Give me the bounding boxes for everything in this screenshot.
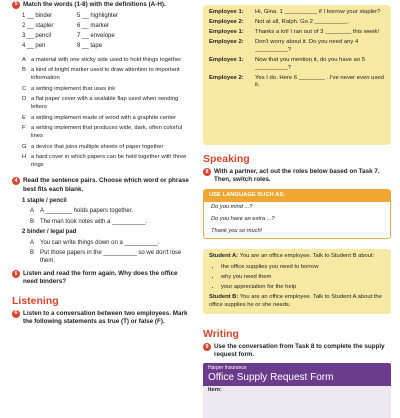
definition-text: a material with one sticky side used to hold things together — [31, 56, 182, 63]
definition-item — [22, 154, 190, 169]
word-text: binder — [35, 13, 53, 20]
definition-text: a device that joins multiple sheets of paper together — [31, 143, 164, 150]
sentence-pair-words: 2 binder / legal pad — [22, 229, 77, 236]
definition-item — [22, 96, 190, 111]
student-a-card: Student A: You are an office employee. Talk to Student B about: • the office supplies you need to borrow • why you need them • your appreciation for the help — [203, 249, 391, 299]
sentence-pair-words: 1 staple / pencil — [22, 197, 67, 204]
answer-blank[interactable]: __ — [80, 13, 91, 20]
word-text: pencil — [35, 33, 52, 40]
speaker-label: Employee 1: — [209, 56, 244, 63]
dialogue-text: Hi, Gina. 1 __________ if I borrow your stapler? — [255, 9, 381, 15]
definition-item — [22, 67, 190, 82]
definition-letter: H — [22, 154, 27, 161]
task-4-instruction: 4 Read the sentence pairs. Choose which word or phrase best fits each blank. — [12, 177, 190, 193]
word-number: 4 — [22, 43, 26, 50]
option-text: A ________ holds papers together. — [40, 208, 134, 215]
word-number: 2 — [22, 23, 26, 30]
language-phrase: Do you have an extra ...? — [211, 216, 275, 223]
definition-text: a flat paper cover with a sealable flap used when sending letters — [31, 96, 179, 110]
definition-letter: F — [22, 125, 26, 132]
word-item — [77, 43, 132, 51]
listening-heading: Listening — [12, 294, 59, 307]
dialogue-text: Now that you mention it, do you have an 5 __________? — [255, 56, 366, 71]
answer-blank[interactable]: __ — [25, 13, 36, 20]
student-a-bullet: • your appreciation for the help — [221, 284, 385, 292]
word-number: 7 — [77, 33, 81, 40]
definition-item — [22, 125, 190, 140]
word-number: 6 — [77, 23, 81, 30]
definition-text: a kind of bright marker used to draw attention to important information — [31, 67, 180, 81]
speaker-label: Employee 2: — [209, 19, 244, 26]
option-letter: B — [30, 218, 35, 225]
word-number: 3 — [22, 33, 26, 40]
speaker-label: Employee 1: — [209, 9, 244, 15]
word-text: tape — [90, 43, 103, 50]
dialogue-line — [209, 75, 385, 90]
answer-blank[interactable]: __ — [25, 33, 36, 40]
word-item — [77, 13, 132, 21]
student-a-bullet: • the office supplies you need to borrow — [221, 264, 385, 272]
form-item-field[interactable]: Item: — [203, 386, 391, 418]
definition-text: a writing implement that uses ink — [31, 85, 116, 92]
word-item — [22, 13, 77, 21]
task-9-instruction: 9 Use the conversation from Task 8 to complete the supply request form. — [203, 343, 391, 359]
definition-letter: D — [22, 96, 27, 103]
writing-heading: Writing — [203, 328, 239, 340]
definition-text: a writing implement made of wood with a graphite center — [31, 114, 176, 121]
sentence-option — [30, 240, 190, 248]
word-item — [22, 43, 77, 51]
dialogue-line — [209, 29, 385, 37]
word-item — [77, 23, 132, 31]
definition-letter: C — [22, 85, 27, 92]
word-text: highlighter — [90, 13, 119, 20]
supply-request-form-header — [203, 363, 391, 386]
dialogue-text: Thanks a lot! I ran out of 3 ________ this week! — [255, 29, 380, 36]
answer-blank[interactable]: __ — [25, 23, 36, 30]
sentence-pairs — [22, 198, 190, 266]
sentence-option — [30, 250, 190, 265]
option-letter: B — [30, 250, 35, 257]
dialogue-line — [209, 19, 385, 27]
task-number-badge: 5 — [12, 1, 20, 9]
definition-item — [22, 115, 190, 123]
language-box-header: USE LANGUAGE SUCH AS: — [204, 190, 390, 201]
student-a-bullet: • why you need them — [221, 274, 385, 282]
definition-letter: E — [22, 114, 26, 121]
option-letter: A — [30, 208, 35, 215]
word-number: 8 — [77, 43, 81, 50]
word-item — [22, 23, 77, 31]
definition-text: a hard cover in which papers can be held together with three rings — [31, 154, 187, 168]
sentence-option — [30, 219, 190, 227]
definition-item — [22, 86, 190, 94]
student-a-bullets — [209, 264, 385, 292]
speaker-label: Employee 2: — [209, 74, 244, 81]
option-text: Put those papers in the __________ so we don't lose them. — [40, 250, 182, 264]
word-text: marker — [90, 23, 110, 30]
word-text: stapler — [35, 23, 54, 30]
word-text: envelope — [90, 33, 115, 40]
task-5-listen-instruction: 5 Listen and read the form again. Why does the office need binders? — [12, 270, 190, 286]
dialogue-text: Don't worry about it. Do you need any 4 __________? — [255, 39, 359, 53]
student-b-card: Student B: You are an office employee. Talk to Student A about the office supplies he or she needs. — [203, 290, 391, 314]
answer-blank[interactable]: __ — [25, 43, 36, 50]
definition-item — [22, 144, 190, 152]
language-phrase: Do you mind ...? — [211, 204, 253, 211]
definition-letter: G — [22, 143, 27, 150]
sentence-option — [30, 208, 190, 216]
language-phrase: Thank you so much! — [211, 228, 263, 235]
left-column — [12, 0, 190, 400]
speaker-label: Employee 2: — [209, 39, 244, 46]
definition-item — [22, 57, 190, 65]
word-text: pen — [35, 43, 46, 50]
language-box — [203, 189, 391, 239]
task-6-instruction: 6 Listen to a conversation between two employees. Mark the following statements as true (T) or false (F). — [12, 310, 190, 326]
word-number: 5 — [77, 13, 81, 20]
definition-text: a writing implement that produces wide, dark, often colorful lines — [31, 125, 183, 139]
definition-letter: B — [22, 67, 26, 74]
option-text: The man took notes with a __________. — [40, 218, 148, 225]
definition-letter: A — [22, 56, 26, 63]
answer-blank[interactable]: __ — [80, 33, 91, 40]
task-number-badge[interactable]: 6 — [12, 310, 20, 318]
option-text: You can write things down on a __________. — [40, 239, 160, 246]
task-5-instruction: 5 Match the words (1-8) with the definitions (A-H). — [12, 1, 190, 9]
answer-blank[interactable]: __ — [80, 43, 91, 50]
speaking-heading: Speaking — [203, 153, 250, 165]
task-number-badge: 8 — [203, 168, 211, 176]
dialogue-line — [209, 57, 385, 72]
task-number-badge: 4 — [12, 177, 20, 185]
dialogue-line — [209, 9, 385, 17]
dialogue-box — [203, 5, 391, 145]
word-list — [22, 13, 132, 51]
dialogue-text: Not at all, Ralph. Go 2 __________. — [255, 19, 349, 26]
form-title: Office Supply Request Form — [208, 371, 334, 383]
speaker-label: Employee 1: — [209, 29, 244, 36]
task-8-instruction: 8 With a partner, act out the roles below based on Task 7. Then, switch roles. — [203, 168, 391, 184]
dialogue-line — [209, 39, 385, 54]
answer-blank[interactable]: __ — [80, 23, 91, 30]
right-column — [203, 0, 391, 400]
option-letter: A — [30, 239, 35, 246]
form-company: Harper Insurance — [208, 365, 247, 372]
word-item — [22, 33, 77, 41]
audio-icon[interactable]: 5 — [12, 270, 20, 278]
dialogue-text: Yes I do. Here 6 ________ . I've never even used it. — [255, 74, 384, 89]
definitions-list — [22, 57, 190, 170]
word-number: 1 — [22, 13, 26, 20]
word-item — [77, 33, 132, 41]
task-number-badge: 9 — [203, 343, 211, 351]
